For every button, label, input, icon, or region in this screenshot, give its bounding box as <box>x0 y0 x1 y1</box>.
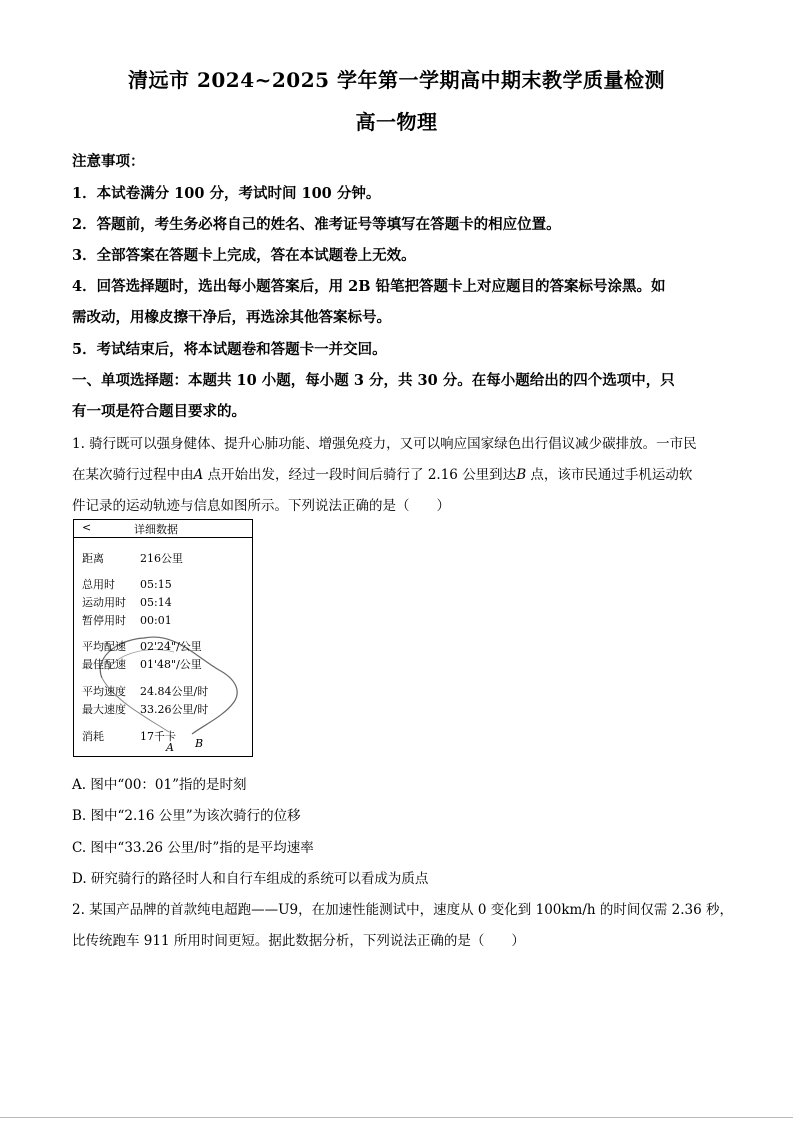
question-1-stem: 件记录的运动轨迹与信息如图所示。下列说法正确的是（ ） <box>72 498 450 514</box>
notice-heading: 注意事项： <box>72 153 145 170</box>
question-1-stem: 1. 骑行既可以强身健体、提升心肺功能、增强免疫力，又可以响应国家绿色出行倡议减少碳排放。一市民 <box>72 436 697 452</box>
stem-text: 点，该市民通过手机运动软 <box>530 467 693 483</box>
exam-title: 清远市 2024~2025 学年第一学期高中期末教学质量检测 <box>127 68 665 92</box>
point-a-label: A <box>193 467 204 483</box>
figure-point-b: B <box>195 737 204 750</box>
option-d: D. 研究骑行的路径时人和自行车组成的系统可以看成为质点 <box>72 871 429 887</box>
stem-text: 在某次骑行过程中由 <box>72 467 194 483</box>
point-b-label: B <box>516 467 527 483</box>
option-b: B. 图中“2.16 公里”为该次骑行的位移 <box>72 808 301 824</box>
notice-item: 1．本试卷满分 100 分，考试时间 100 分钟。 <box>72 185 381 202</box>
figure-row: 距离 216公里 <box>82 552 183 565</box>
figure-row: 运动用时 05:14 <box>82 596 172 609</box>
figure-row: 消耗 17千卡 <box>82 730 176 743</box>
option-c: C. 图中“33.26 公里/时”指的是平均速率 <box>72 840 314 856</box>
notice-item: 4．回答选择题时，选出每小题答案后，用 2B 铅笔把答题卡上对应题目的答案标号涂黑。如 <box>72 278 666 295</box>
cycling-data-figure <box>73 519 253 757</box>
figure-row: 平均配速 02'24"/公里 <box>82 640 202 653</box>
option-a: A. 图中“00：01”指的是时刻 <box>72 777 247 793</box>
question-1-stem <box>72 463 722 483</box>
page-divider <box>0 1117 793 1118</box>
figure-row: 暂停用时 00:01 <box>82 614 172 627</box>
figure-row: 最佳配速 01'48"/公里 <box>82 658 202 671</box>
section-heading: 一、单项选择题：本题共 10 小题，每小题 3 分，共 30 分。在每小题给出的四个选项中，只 <box>72 372 675 389</box>
figure-title: 详细数据 <box>134 523 178 536</box>
back-icon: < <box>82 521 92 534</box>
figure-row: 总用时 05:15 <box>82 578 172 591</box>
notice-item: 5．考试结束后，将本试题卷和答题卡一并交回。 <box>72 341 387 358</box>
figure-point-a: A <box>166 741 174 754</box>
subject-title: 高一物理 <box>355 110 438 134</box>
notice-item: 3．全部答案在答题卡上完成，答在本试题卷上无效。 <box>72 247 416 264</box>
figure-row: 平均速度 24.84公里/时 <box>82 685 209 698</box>
section-heading-cont: 有一项是符合题目要求的。 <box>72 403 246 420</box>
notice-item: 需改动，用橡皮擦干净后，再选涂其他答案标号。 <box>72 309 391 326</box>
figure-row: 最大速度 33.26公里/时 <box>82 703 209 716</box>
question-2-stem: 比传统跑车 911 所用时间更短。据此数据分析，下列说法正确的是（ ） <box>72 933 525 949</box>
stem-text: 点开始出发，经过一段时间后骑行了 2.16 公里到达 <box>207 467 517 483</box>
question-2-stem: 2. 某国产品牌的首款纯电超跑——U9，在加速性能测试中，速度从 0 变化到 100km/h 的时间仅需 2.36 秒， <box>72 902 734 918</box>
notice-item: 2．答题前，考生务必将自己的姓名、准考证号等填写在答题卡的相应位置。 <box>72 216 561 233</box>
